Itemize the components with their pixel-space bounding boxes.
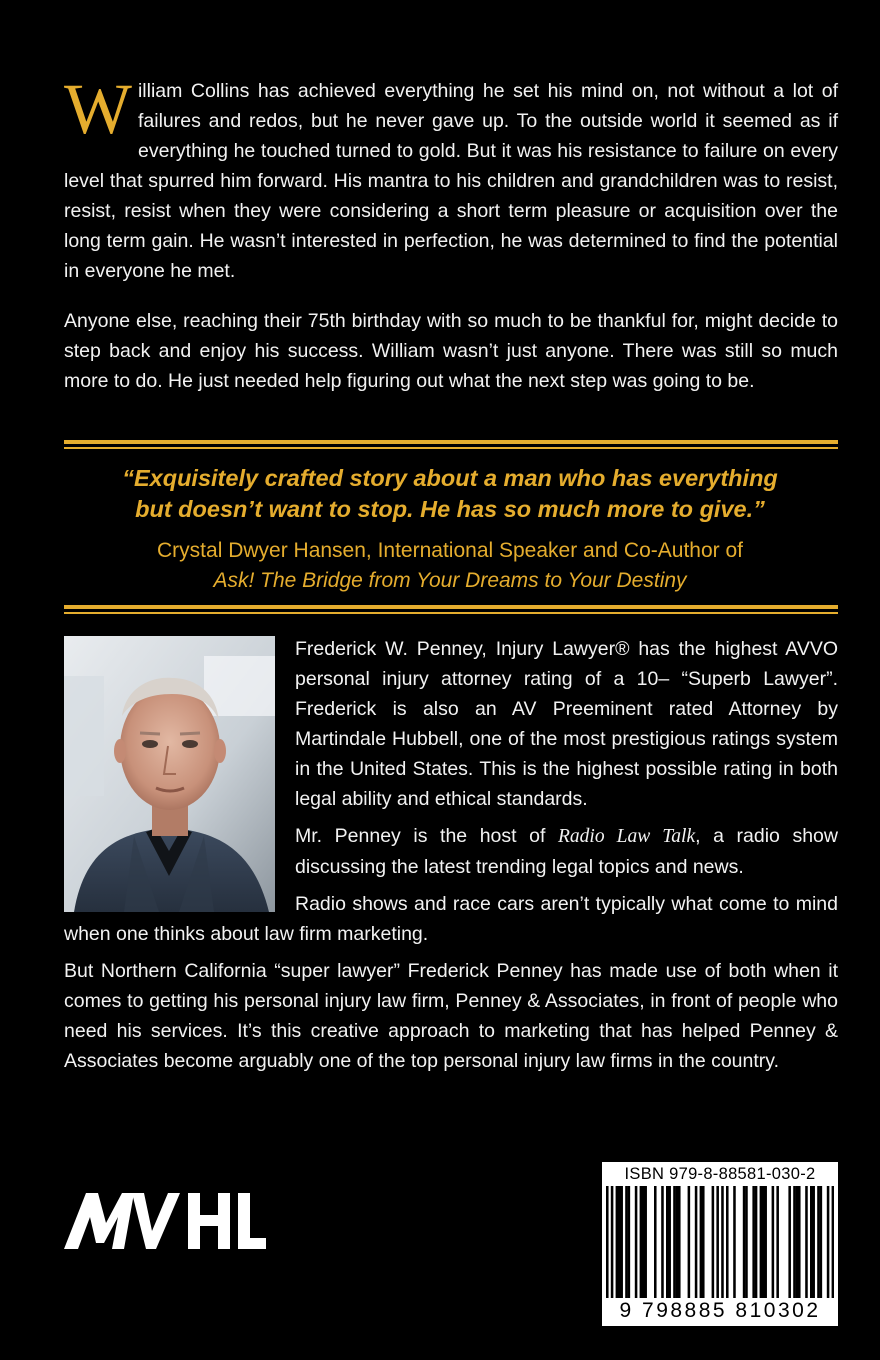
mvhl-logo: [64, 1193, 266, 1249]
endorsement-attribution: [40, 536, 860, 596]
barcode-bar: [618, 1186, 621, 1298]
barcode-bar: [810, 1186, 813, 1298]
barcode-bar: [817, 1186, 820, 1298]
barcode-bar: [695, 1186, 698, 1298]
barcode-bar: [812, 1186, 815, 1298]
barcode-bar: [688, 1186, 691, 1298]
endorsement-quote: [40, 463, 860, 525]
barcode-bar: [642, 1186, 645, 1298]
barcode-bar: [752, 1186, 755, 1298]
barcode-bar: [640, 1186, 643, 1298]
barcode-bar: [762, 1186, 765, 1298]
barcode-bar: [606, 1186, 609, 1298]
barcode-bar: [700, 1186, 703, 1298]
barcode-bar: [760, 1186, 763, 1298]
barcode-bar: [776, 1186, 779, 1298]
barcode-bar: [616, 1186, 619, 1298]
ean-digits: 9 798885 810302: [619, 1299, 821, 1322]
barcode-bar: [743, 1186, 746, 1298]
bio-paragraph-2-start: Mr. Penney is the host of: [295, 825, 558, 847]
quote-line-1: “Exquisitely crafted story about a man who has everything: [122, 465, 778, 491]
attribution-name: Crystal Dwyer Hansen, International Speaker and Co-Author of: [157, 539, 743, 562]
barcode-bar: [712, 1186, 715, 1298]
barcode-bar: [644, 1186, 647, 1298]
quote-line-2: but doesn’t want to stop. He has so much more to give.”: [135, 496, 765, 522]
blurb-paragraph-1: [64, 69, 838, 286]
drop-cap: W: [64, 69, 132, 149]
barcode-bars: [606, 1186, 834, 1298]
isbn-label: ISBN 979-8-88581-030-2: [624, 1165, 816, 1183]
bio-paragraph-3: Radio shows and race cars aren’t typically what come to mind when one thinks about law firm marketing.: [64, 893, 838, 945]
blurb-paragraph-2: Anyone else, reaching their 75th birthday with so much to be thankful for, might decide to step back and enjoy his success. William wasn’t just anyone. There was still so much more to do. He just needed help figuring out what the next step was going to be.: [64, 310, 838, 392]
barcode-bar: [745, 1186, 748, 1298]
barcode-bar: [625, 1186, 628, 1298]
barcode-bar: [772, 1186, 775, 1298]
bio-paragraph-4: But Northern California “super lawyer” Frederick Penney has made use of both when it comes to getting his personal injury law firm, Penney & Associates, in front of people who need his services. It’s this creative approach to marketing that has helped Penney & Associates become arguably one of the top personal injury law firms in the country.: [64, 960, 838, 1072]
radio-show-title: Radio Law Talk: [557, 826, 696, 847]
barcode-bar: [798, 1186, 801, 1298]
barcode-bar: [764, 1186, 767, 1298]
gold-divider-top: [64, 440, 838, 450]
bio-paragraph-1: Frederick W. Penney, Injury Lawyer® has the highest AVVO personal injury attorney rating of a 10– “Superb Lawyer”. Frederick is also an AV Preeminent rated Attorney by Martindale Hubbell, one of the most prestigious ratings system in the United States. This is the highest possible rating in both legal ability and ethical standards.: [295, 638, 838, 810]
barcode-bar: [620, 1186, 623, 1298]
attribution-book-title: Ask! The Bridge from Your Dreams to Your Destiny: [213, 569, 687, 592]
barcode-bar: [661, 1186, 664, 1298]
barcode-bar: [721, 1186, 724, 1298]
barcode-bar: [827, 1186, 830, 1298]
barcode-bar: [796, 1186, 799, 1298]
barcode-bar: [716, 1186, 719, 1298]
barcode-bar: [726, 1186, 729, 1298]
barcode-bar: [805, 1186, 808, 1298]
barcode-bar: [755, 1186, 758, 1298]
barcode-bar: [635, 1186, 638, 1298]
barcode: [602, 1162, 838, 1326]
barcode-bar: [676, 1186, 679, 1298]
barcode-bar: [673, 1186, 676, 1298]
gold-divider-bottom: [64, 605, 838, 615]
barcode-bar: [654, 1186, 657, 1298]
barcode-bar: [702, 1186, 705, 1298]
barcode-bar: [628, 1186, 631, 1298]
barcode-bar: [832, 1186, 834, 1298]
barcode-bar: [678, 1186, 681, 1298]
bio-paragraph-2-end: , a radio show discussing the latest trending legal topics and news.: [295, 825, 838, 878]
barcode-bar: [668, 1186, 671, 1298]
barcode-bar: [611, 1186, 614, 1298]
barcode-bar: [820, 1186, 823, 1298]
logo-text: MVHL: [64, 1193, 67, 1194]
blurb-paragraph-1-text: illiam Collins has achieved everything he set his mind on, not without a lot of failures and redos, but he never gave up. To the outside world it seemed as if everything he touched turned to gold. But it was his resistance to failure on every level that spurred him forward. His mantra to his children and grandchildren was to resist, resist, resist when they were considering a short term pleasure or acquisition over the long term gain. He wasn’t interested in perfection, he was determined to find the potential in everyone he met.: [64, 80, 838, 282]
barcode-bar: [666, 1186, 669, 1298]
barcode-bar: [793, 1186, 796, 1298]
barcode-bar: [733, 1186, 736, 1298]
author-bio: [64, 634, 838, 1083]
barcode-bar: [788, 1186, 791, 1298]
